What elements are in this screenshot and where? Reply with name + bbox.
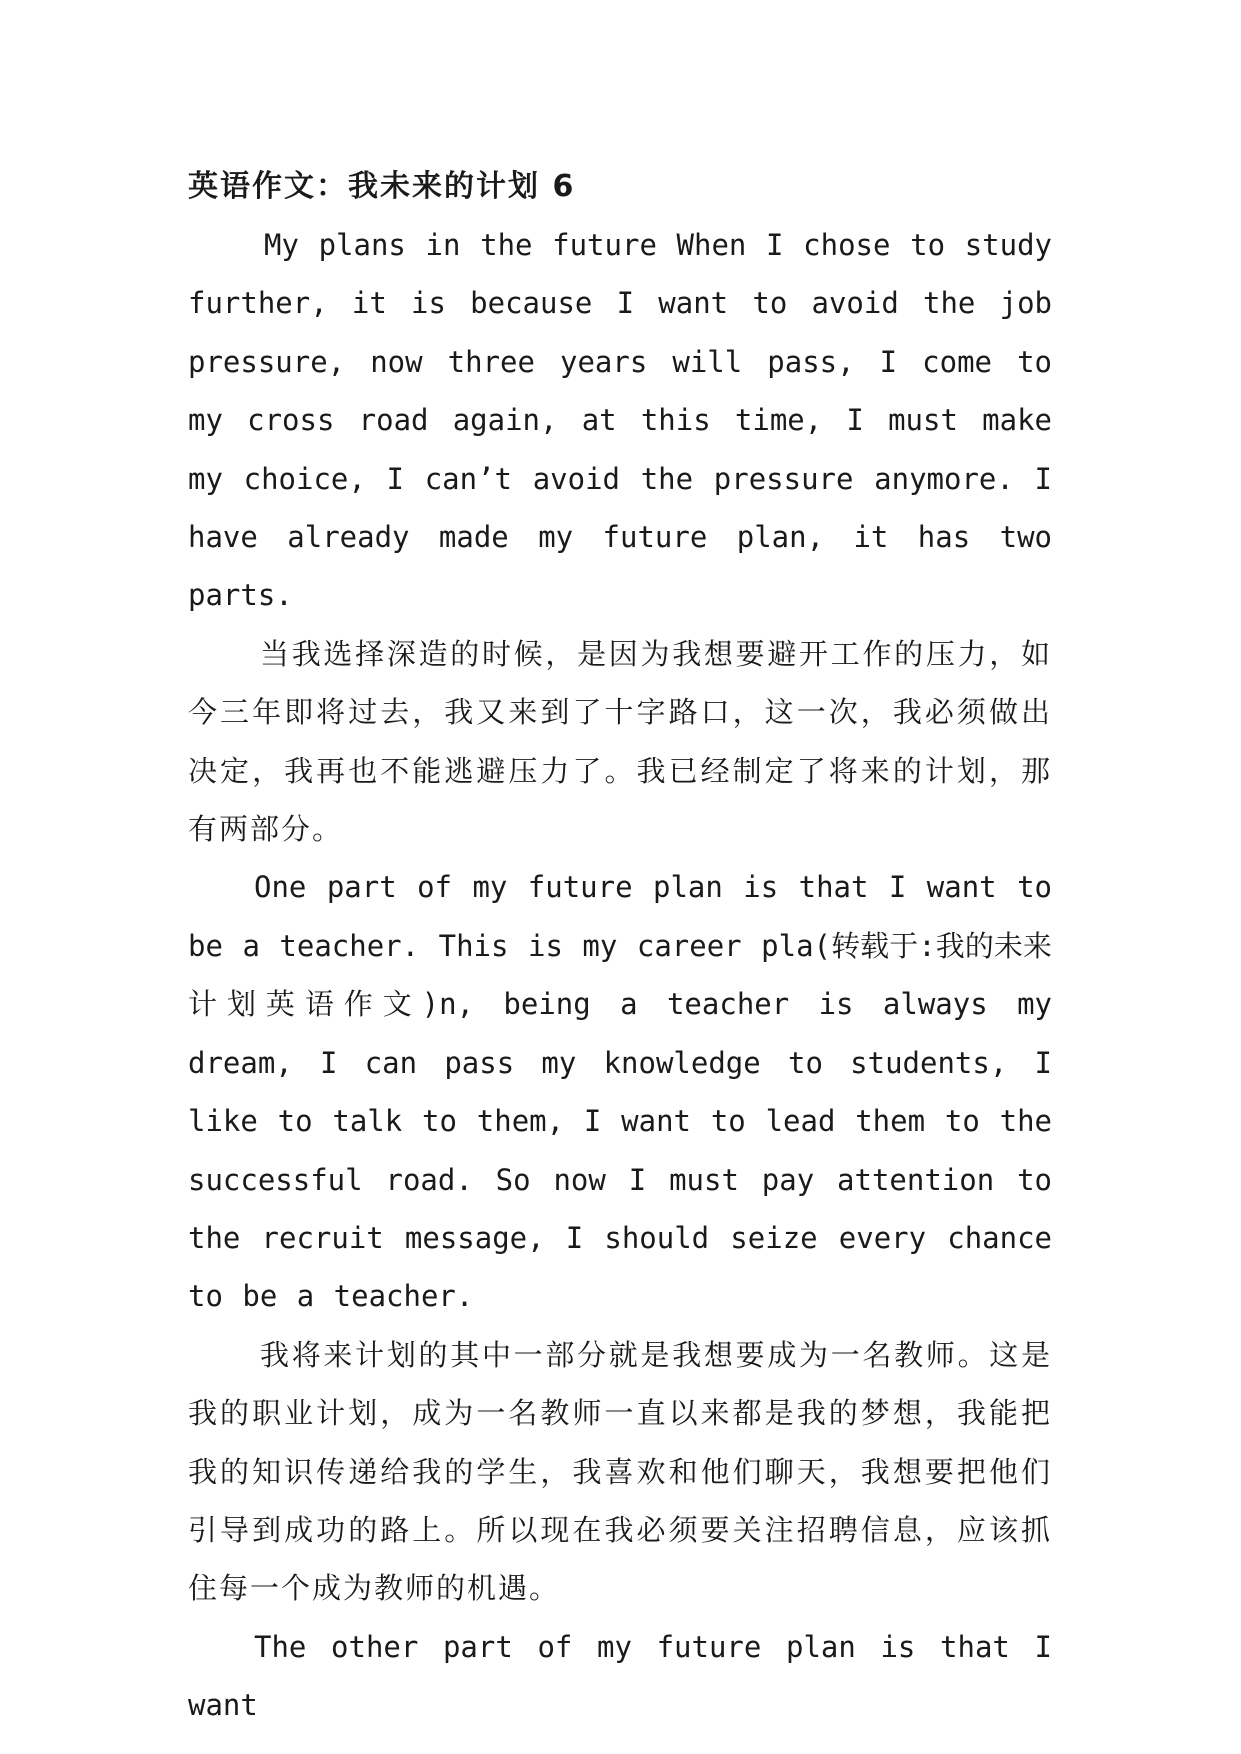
document-body [188, 158, 1052, 1735]
paragraph-chinese-intro: 当我选择深造的时候，是因为我想要避开工作的压力，如今三年即将过去，我又来到了十字路口，这一次，我必须做出决定，我再也不能逃避压力了。我已经制定了将来的计划，那有两部分。 [188, 636, 1052, 847]
paragraph-english-other-plan: The other part of my future plan is that I want [188, 1629, 1052, 1723]
paragraph-english-intro: My plans in the future When I chose to study further, it is because I want to avoid the job pressure, now three years will pass, I come to my cross road again, at this time, I must make my choice, I can’t avoid the pressure anymore. I have already made my future plan, it has two parts. [188, 228, 1052, 613]
document-title: 英语作文：我未来的计划 6 [188, 169, 576, 204]
paragraph-english-teacher-plan: One part of my future plan is that I want to be a teacher. This is my career pla(转载于:我的未来计划英语作文)n, being a teacher is always my dream, I can pass my knowledge to students, I like to talk to them, I want to lead them to the successful road. So now I must pay attention to the recruit message, I should seize every chance to be a teacher. [188, 870, 1052, 1314]
paragraph-chinese-teacher-plan: 我将来计划的其中一部分就是我想要成为一名教师。这是我的职业计划，成为一名教师一直以来都是我的梦想，我能把我的知识传递给我的学生，我喜欢和他们聊天，我想要把他们引导到成功的路上。所以现在我必须要关注招聘信息，应该抓住每一个成为教师的机遇。 [188, 1337, 1052, 1606]
